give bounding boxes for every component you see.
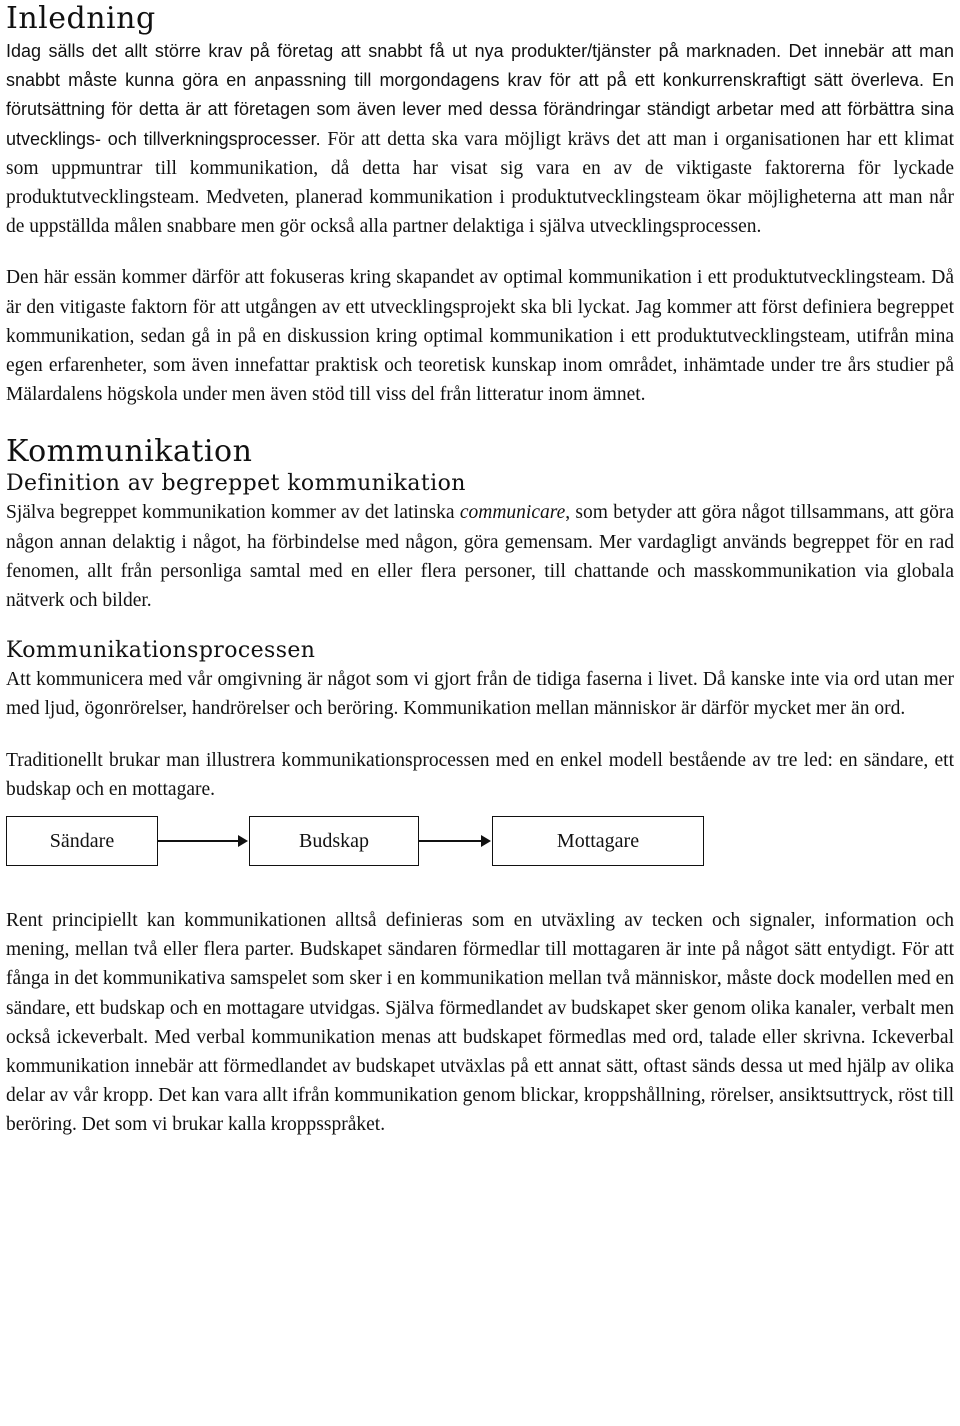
model-box-message: Budskap (249, 816, 419, 866)
arrow-icon (419, 840, 489, 842)
paragraph-inledning-1-serif: För att detta ska vara möjligt krävs det att man i organisationen har ett klimat som uppmuntrar till kommunikation, då detta har visat sig vara en av de viktigaste faktorerna för lyckade produktutvecklingsteam. Medveten, planerad kommunikation i produktutvecklingsteam ökar möjligheterna att man når de uppställda målen snabbare men gör också alla partner delaktiga i själva utvecklingsprocessen. (6, 128, 954, 238)
paragraph-process-1: Att kommunicera med vår omgivning är något som vi gjort från de tidiga faserna i livet. Då kanske inte via ord utan mer med ljud, ögonrörelser, handrörelser och beröring. Kommunikation mellan människor är därför mycket mer än ord. (6, 669, 954, 720)
definition-latin-term: communicare (459, 502, 566, 524)
paragraph-definition (6, 498, 954, 615)
document-page (0, 2, 960, 1140)
paragraph-process-2: Traditionellt brukar man illustrera kommunikationsprocessen med en enkel modell bestående av tre led: en sändare, ett budskap och en mottagare. (6, 749, 954, 800)
heading-definition: Definition av begreppet kommunikation (6, 471, 466, 497)
paragraph-inledning-1 (6, 37, 954, 241)
paragraph-inledning-2: Den här essän kommer därför att fokuseras kring skapandet av optimal kommunikation i ett produktutvecklingsteam. Då är den vitigaste faktorn för att utgången av ett utvecklingsprojekt ska bli lyckat. Jag kommer att först definiera begreppet kommunikation, sedan gå in på en diskussion kring optimal kommunikation i ett produktutvecklingsteam, utifrån mina egen erfarenheter, som även innefattar praktisk och teoretisk kunskap inom området, inhämtade under tre års studier på Mälardalens högskola under men även stöd till viss del från litteratur inom ämnet. (6, 267, 954, 406)
heading-kommunikationsprocessen: Kommunikationsprocessen (6, 638, 316, 664)
paragraph-process-3: Rent principiellt kan kommunikationen alltså definieras som en utväxling av tecken och signaler, information och mening, mellan två eller flera parter. Budskapet sändaren förmedlar till mottagaren är inte på något sätt entydigt. För att fånga in det kommunikativa samspelet som sker i en kommunikation mellan två människor, måste dock modellen med en sändare, ett budskap och en mottagare utvidgas. Själva förmedlandet av budskapet sker genom olika kanaler, verbalt men också ickeverbalt. Med verbal kommunikation menas att budskapet förmedlas med ord, talade eller skrivna. Ickeverbal kommunikation innebär att förmedlandet av budskapet utväxlas på ett annat sätt, oftast sänds dessa ut med hjälp av olika delar av vår kropp. Det kan vara allt ifrån kommunikation genom blickar, kroppshållning, rörelser, ansiktsuttryck, röst till beröring. Det som vi brukar kalla kroppsspråket. (6, 910, 955, 1136)
heading-inledning: Inledning (6, 1, 156, 36)
model-box-sender: Sändare (6, 816, 158, 866)
communication-model-diagram (6, 816, 954, 888)
definition-text-a: Själva begreppet kommunikation kommer av det latinska (6, 502, 460, 524)
model-box-receiver: Mottagare (492, 816, 704, 866)
definition-text-b: , som betyder att göra något tillsammans, att göra någon annan delaktig i något, ha förbindelse med någon, göra gemensam. Mer vardagligt används begreppet för en rad fenomen, allt från personliga samtal med en eller flera personer, till chattande och masskommunikation via globala nätverk och bilder. (6, 502, 954, 612)
paragraph-inledning-1-sans: Idag sälls det allt större krav på företag att snabbt få ut nya produkter/tjänster på marknaden. Det innebär att man snabbt måste kunna göra en anpassning till morgondagens krav för att på ett konkurrenskraftigt sätt överleva. En förutsättning för detta är att företagen som även lever med dessa förändringar ständigt arbetar med att förbättra sina utvecklings- och tillverkningsprocesser. (6, 41, 954, 149)
arrow-icon (158, 840, 246, 842)
heading-kommunikation: Kommunikation (6, 434, 253, 470)
